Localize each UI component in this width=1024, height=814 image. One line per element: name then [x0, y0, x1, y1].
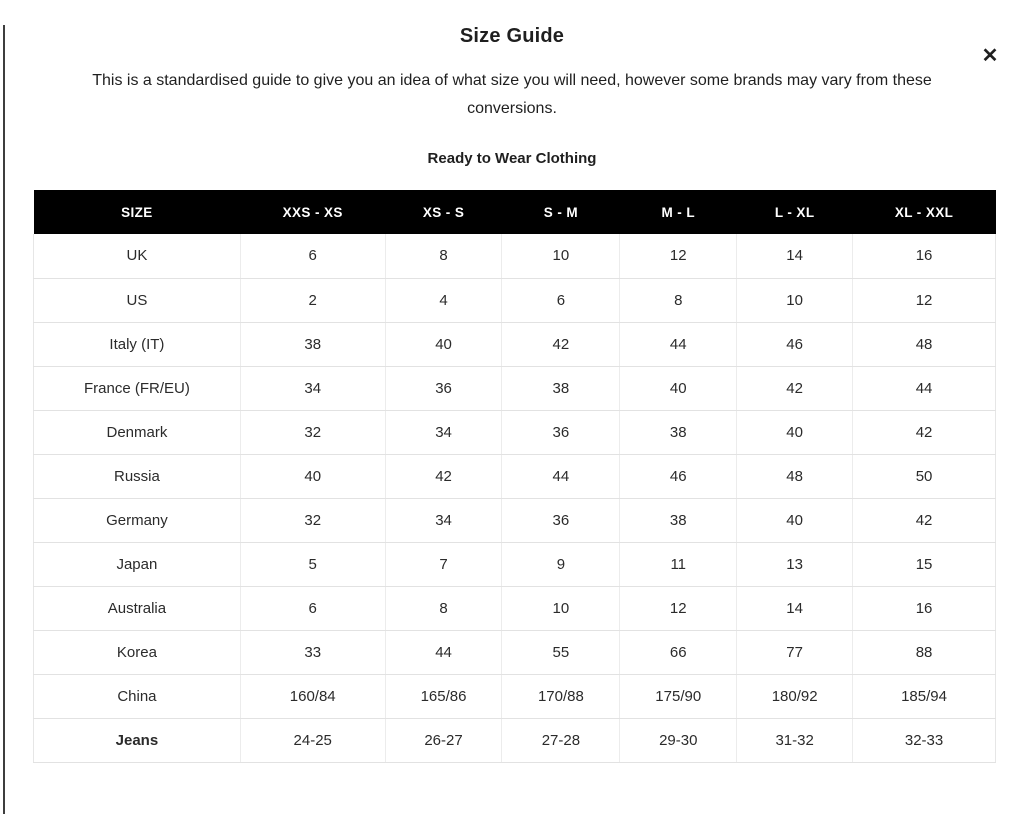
size-cell: 44 — [502, 454, 620, 498]
size-cell: 34 — [385, 498, 502, 542]
table-row-jeans — [34, 718, 996, 762]
size-cell: 32 — [240, 410, 385, 454]
size-cell: 42 — [502, 322, 620, 366]
column-header-size: SIZE — [34, 190, 241, 234]
row-label: Italy (IT) — [34, 322, 241, 366]
size-cell: 14 — [737, 234, 853, 278]
table-row-korea — [34, 630, 996, 674]
table-row-uk — [34, 234, 996, 278]
page-title: Size Guide — [459, 25, 565, 47]
size-cell: 12 — [620, 234, 737, 278]
size-cell: 40 — [385, 322, 502, 366]
size-cell: 165/86 — [385, 674, 502, 718]
size-cell: 6 — [240, 234, 385, 278]
size-cell: 33 — [240, 630, 385, 674]
size-cell: 38 — [620, 410, 737, 454]
size-cell: 13 — [737, 542, 853, 586]
size-cell: 48 — [853, 322, 996, 366]
size-cell: 38 — [620, 498, 737, 542]
size-cell: 44 — [853, 366, 996, 410]
size-cell: 4 — [385, 278, 502, 322]
size-cell: 38 — [502, 366, 620, 410]
size-cell: 27-28 — [502, 718, 620, 762]
size-cell: 8 — [385, 234, 502, 278]
size-cell: 46 — [737, 322, 853, 366]
table-row-us — [34, 278, 996, 322]
size-cell: 16 — [853, 586, 996, 630]
size-cell: 50 — [853, 454, 996, 498]
size-cell: 36 — [502, 498, 620, 542]
column-header-l-xl: L - XL — [737, 190, 853, 234]
size-cell: 38 — [240, 322, 385, 366]
size-cell: 5 — [240, 542, 385, 586]
column-header-s-m: S - M — [502, 190, 620, 234]
size-cell: 42 — [853, 498, 996, 542]
row-label: Australia — [34, 586, 241, 630]
size-cell: 66 — [620, 630, 737, 674]
section-title: Ready to Wear Clothing — [427, 150, 597, 167]
size-cell: 10 — [502, 586, 620, 630]
size-cell: 8 — [620, 278, 737, 322]
size-cell: 40 — [240, 454, 385, 498]
table-row-france-fr-eu — [34, 366, 996, 410]
column-header-xs-s: XS - S — [385, 190, 502, 234]
size-cell: 55 — [502, 630, 620, 674]
size-cell: 2 — [240, 278, 385, 322]
size-cell: 160/84 — [240, 674, 385, 718]
size-cell: 24-25 — [240, 718, 385, 762]
table-row-russia — [34, 454, 996, 498]
row-label: Russia — [34, 454, 241, 498]
column-header-xl-xxl: XL - XXL — [853, 190, 996, 234]
size-cell: 42 — [737, 366, 853, 410]
size-cell: 6 — [240, 586, 385, 630]
row-label: UK — [34, 234, 241, 278]
size-cell: 6 — [502, 278, 620, 322]
size-cell: 40 — [737, 498, 853, 542]
table-row-australia — [34, 586, 996, 630]
size-cell: 42 — [385, 454, 502, 498]
size-cell: 34 — [385, 410, 502, 454]
row-label: Jeans — [34, 718, 241, 762]
row-label: US — [34, 278, 241, 322]
size-cell: 12 — [853, 278, 996, 322]
table-body — [34, 234, 996, 762]
size-cell: 170/88 — [502, 674, 620, 718]
row-label: Germany — [34, 498, 241, 542]
size-cell: 34 — [240, 366, 385, 410]
size-guide-modal — [0, 25, 1024, 814]
size-cell: 26-27 — [385, 718, 502, 762]
column-header-m-l: M - L — [620, 190, 737, 234]
size-cell: 46 — [620, 454, 737, 498]
size-cell: 12 — [620, 586, 737, 630]
table-row-china — [34, 674, 996, 718]
size-cell: 77 — [737, 630, 853, 674]
size-cell: 11 — [620, 542, 737, 586]
modal-description: This is a standardised guide to give you an idea of what size you will need, however some brands may vary from these conversions. — [92, 72, 932, 117]
size-cell: 31-32 — [737, 718, 853, 762]
row-label: China — [34, 674, 241, 718]
modal-left-edge-line — [3, 25, 5, 814]
size-cell: 40 — [620, 366, 737, 410]
table-row-japan — [34, 542, 996, 586]
size-cell: 44 — [385, 630, 502, 674]
size-cell: 32-33 — [853, 718, 996, 762]
size-conversion-table — [33, 190, 996, 763]
size-cell: 8 — [385, 586, 502, 630]
row-label: Japan — [34, 542, 241, 586]
row-label: Korea — [34, 630, 241, 674]
size-cell: 14 — [737, 586, 853, 630]
size-cell: 180/92 — [737, 674, 853, 718]
size-cell: 175/90 — [620, 674, 737, 718]
size-cell: 16 — [853, 234, 996, 278]
size-cell: 44 — [620, 322, 737, 366]
size-cell: 29-30 — [620, 718, 737, 762]
close-icon[interactable]: ✕ — [977, 43, 1003, 69]
size-cell: 40 — [737, 410, 853, 454]
size-cell: 36 — [385, 366, 502, 410]
size-cell: 9 — [502, 542, 620, 586]
size-cell: 36 — [502, 410, 620, 454]
size-cell: 10 — [502, 234, 620, 278]
size-cell: 42 — [853, 410, 996, 454]
size-cell: 7 — [385, 542, 502, 586]
table-row-germany — [34, 498, 996, 542]
size-cell: 185/94 — [853, 674, 996, 718]
size-cell: 48 — [737, 454, 853, 498]
table-row-italy-it — [34, 322, 996, 366]
column-header-xxs-xs: XXS - XS — [240, 190, 385, 234]
row-label: Denmark — [34, 410, 241, 454]
size-cell: 15 — [853, 542, 996, 586]
size-cell: 10 — [737, 278, 853, 322]
size-cell: 88 — [853, 630, 996, 674]
table-row-denmark — [34, 410, 996, 454]
row-label: France (FR/EU) — [34, 366, 241, 410]
table-header-row — [34, 190, 996, 234]
size-cell: 32 — [240, 498, 385, 542]
